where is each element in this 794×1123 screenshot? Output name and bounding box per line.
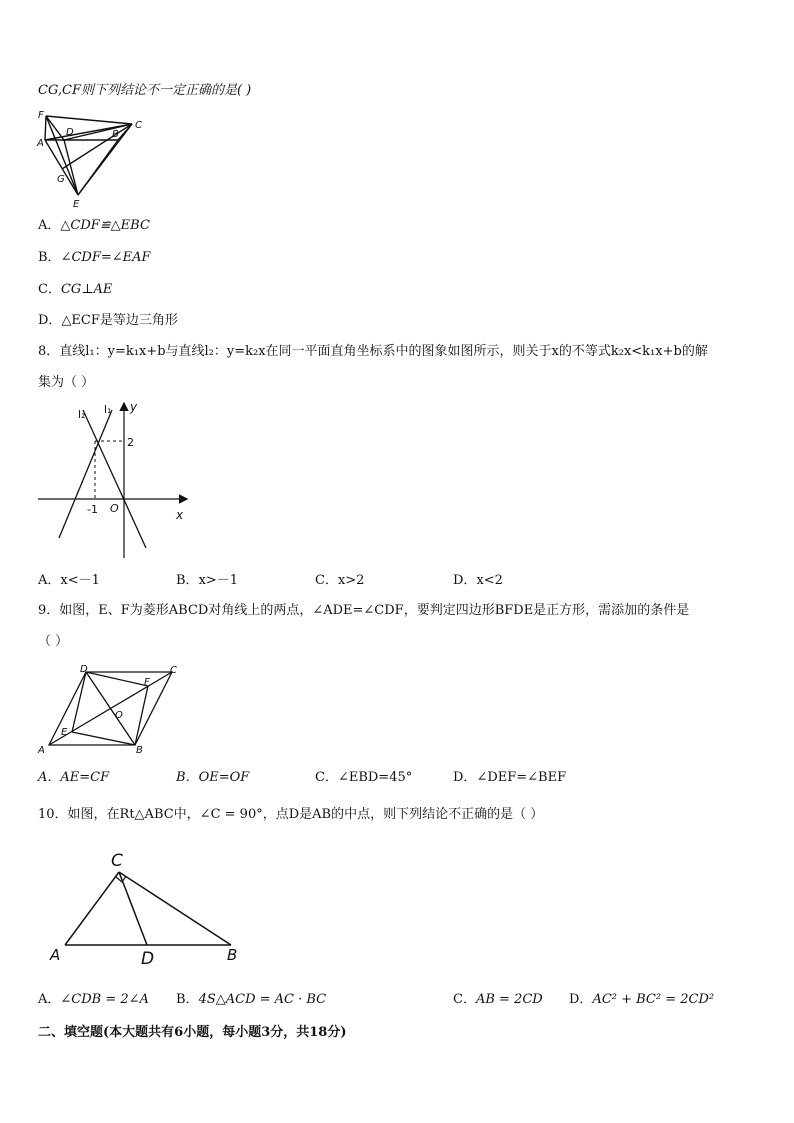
q7-label-C: C: [135, 120, 142, 131]
q10-label-C: C: [111, 851, 123, 871]
q10-label-D: D: [141, 949, 155, 969]
q7-label-D: D: [66, 127, 74, 138]
edge-AE: [45, 140, 78, 195]
q10-option-a: A．∠CDB = 2∠A: [38, 992, 149, 1007]
segment-AC: [65, 872, 119, 945]
q7-option-c: C．CG⊥AE: [38, 282, 113, 297]
label-x: x: [176, 508, 184, 522]
label-l1: l₁: [104, 403, 112, 416]
q7-label-E: E: [73, 199, 80, 210]
q9-figure: [36, 660, 186, 760]
q9-label-F: F: [144, 677, 150, 688]
segment-CB: [119, 872, 231, 945]
q8-option-a: A．x<－1: [38, 573, 100, 588]
segment-CD: [119, 872, 147, 945]
q10-option-b: B．4S△ACD = AC · BC: [176, 992, 327, 1007]
q9-label-O: O: [115, 710, 123, 721]
q9-option-d: D．∠DEF=∠BEF: [453, 770, 567, 785]
q10-stem: 10．如图，在Rt△ABC中，∠C = 90°，点D是AB的中点，则下列结论不正确的是（ ）: [38, 807, 544, 822]
q7-label-G: G: [57, 174, 65, 185]
q10-label-B: B: [227, 946, 238, 964]
q10-option-d: D．AC² + BC² = 2CD²: [569, 992, 715, 1007]
diagonal-DB: [86, 672, 135, 745]
q9-label-B: B: [136, 745, 143, 756]
line-l1: [59, 410, 112, 538]
q9-option-a: A．AE=CF: [38, 770, 110, 785]
segment-EB: [72, 732, 135, 745]
q8-stem-line2: 集为（ ）: [38, 375, 95, 390]
q8-option-d: D．x<2: [453, 573, 503, 588]
q10-label-A: A: [50, 946, 61, 964]
q7-option-d: D．△ECF是等边三角形: [38, 313, 178, 328]
q7-option-a: A．△CDF≌△EBC: [38, 218, 150, 233]
q8-graph: [36, 398, 196, 560]
line-l2: [83, 410, 146, 548]
q7-label-B: B: [112, 129, 119, 140]
segment-FB: [135, 686, 148, 745]
q9-option-c: C．∠EBD=45°: [315, 770, 413, 785]
segment-DF: [86, 672, 148, 686]
label-two: 2: [127, 436, 134, 449]
label-y: y: [130, 400, 138, 414]
q7-stem-tail: CG,CF则下列结论不一定正确的是( ): [38, 83, 252, 98]
q9-stem-line1: 9．如图，E、F为菱形ABCD对角线上的两点，∠ADE=∠CDF，要判定四边形BFDE是正方形，需添加的条件是: [38, 603, 690, 618]
q9-option-b: B．OE=OF: [176, 770, 250, 785]
segment-DE: [72, 672, 86, 732]
q8-option-c: C．x>2: [315, 573, 365, 588]
q7-label-F: F: [38, 110, 44, 121]
q7-figure: [36, 108, 146, 210]
edge-DE: [64, 140, 78, 195]
q7-option-b: B．∠CDF=∠EAF: [38, 250, 151, 265]
q9-label-A: A: [38, 745, 45, 756]
label-l2: l₂: [78, 408, 86, 421]
q7-label-A: A: [37, 138, 44, 149]
q9-label-C: C: [170, 665, 177, 676]
edge-FA: [45, 116, 46, 140]
q9-label-E: E: [61, 727, 68, 738]
section2-title: 二、填空题(本大题共有6小题，每小题3分，共18分): [38, 1025, 347, 1040]
label-neg1: -1: [87, 503, 98, 516]
edge-BE: [78, 140, 118, 195]
q10-figure: [44, 846, 254, 970]
q8-option-b: B．x>－1: [176, 573, 239, 588]
label-origin: O: [110, 502, 119, 515]
q9-stem-line2: （ ）: [38, 634, 69, 649]
q9-label-D: D: [80, 664, 88, 675]
edge-FC: [46, 116, 132, 124]
q8-stem-line1: 8．直线l₁：y=k₁x+b与直线l₂：y=k₂x在同一平面直角坐标系中的图象如图所示，则关于x的不等式k₂x<k₁x+b的解: [38, 344, 708, 359]
q10-option-c: C．AB = 2CD: [453, 992, 543, 1007]
